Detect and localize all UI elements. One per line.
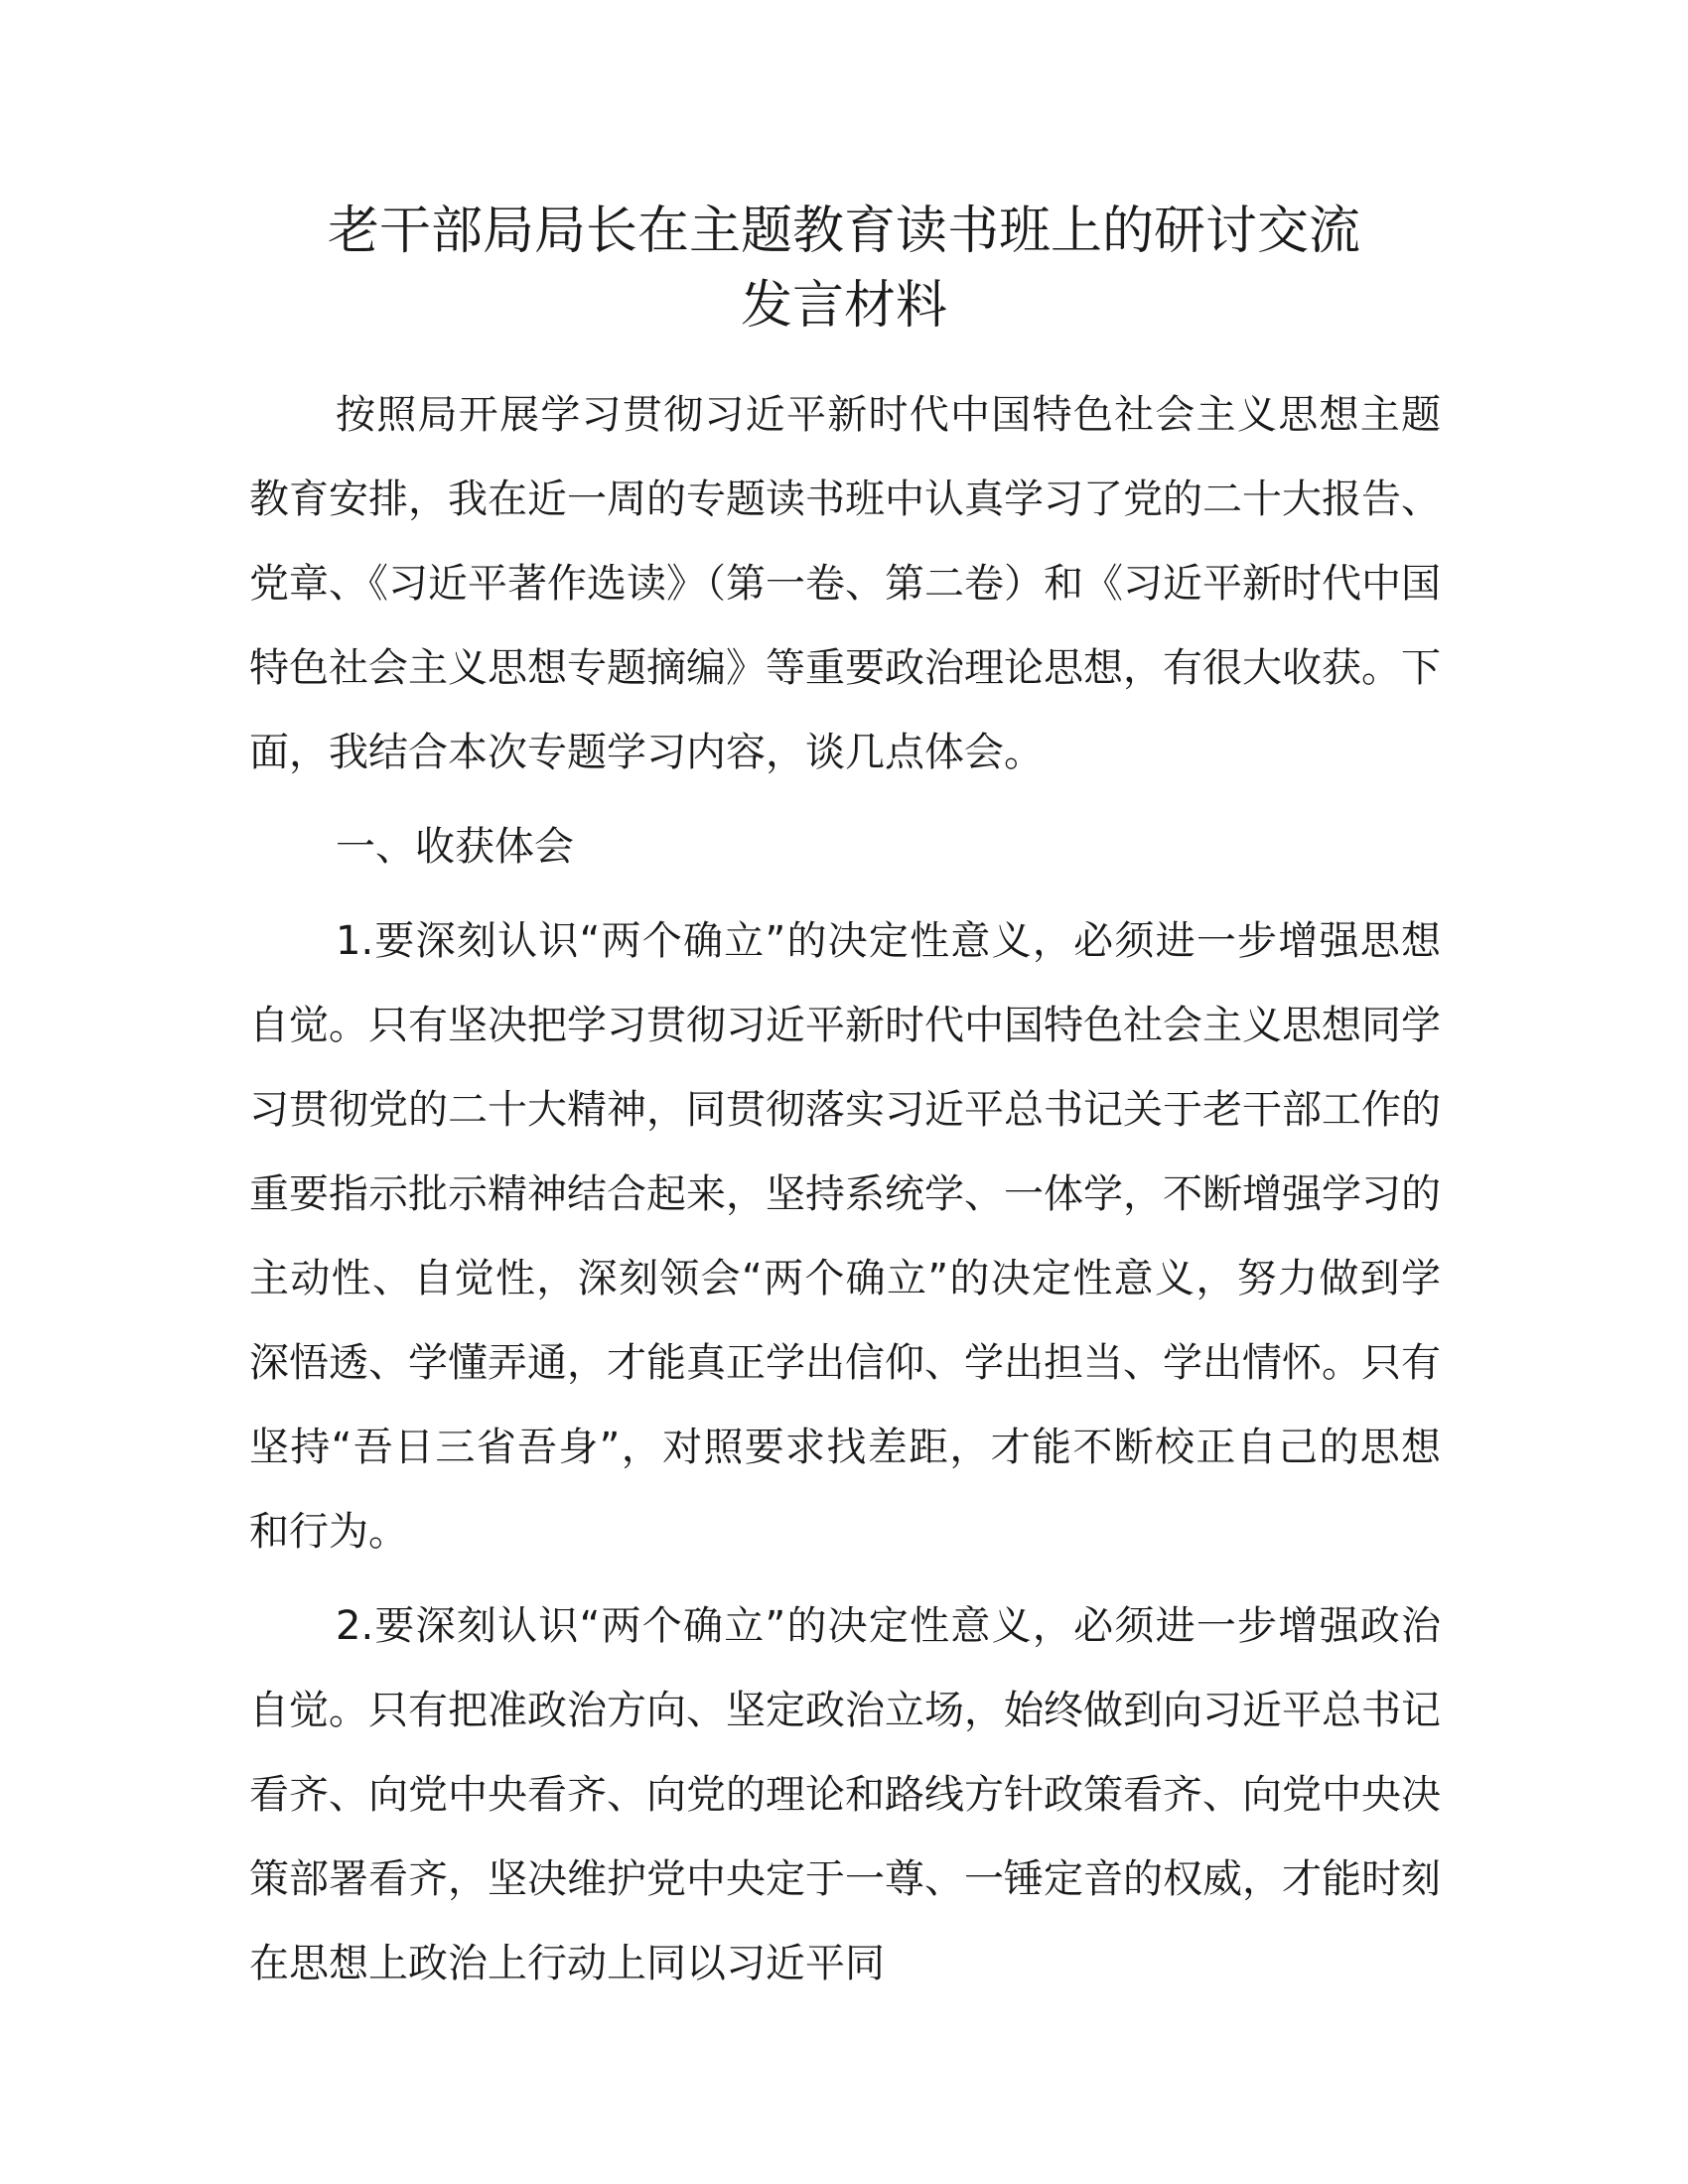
document-body [249,373,1441,2006]
intro-paragraph: 按照局开展学习贯彻习近平新时代中国特色社会主义思想主题教育安排，我在近一周的专题读书班中认真学习了党的二十大报告、党章、《习近平著作选读》（第一卷、第二卷）和《习近平新时代中国特色社会主义思想专题摘编》等重要政治理论思想，有很大收获。下面，我结合本次专题学习内容，谈几点体会。 [249,392,1441,775]
point-1-paragraph: 1.要深刻认识“两个确立”的决定性意义，必须进一步增强思想自觉。只有坚决把学习贯彻习近平新时代中国特色社会主义思想同学习贯彻党的二十大精神，同贯彻落实习近平总书记关于老干部工作的重要指示批示精神结合起来，坚持系统学、一体学，不断增强学习的主动性、自觉性，深刻领会“两个确立”的决定性意义，努力做到学深悟透、学懂弄通，才能真正学出信仰、学出担当、学出情怀。只有坚持“吾日三省吾身”，对照要求找差距，才能不断校正自己的思想和行为。 [249,918,1441,1555]
section-heading: 一、收获体会 [336,824,574,870]
title-line-1: 老干部局局长在主题教育读书班上的研讨交流 [327,202,1360,261]
title-line-2: 发言材料 [740,276,947,336]
point-2-paragraph: 2.要深刻认识“两个确立”的决定性意义，必须进一步增强政治自觉。只有把准政治方向、坚定政治立场，始终做到向习近平总书记看齐、向党中央看齐、向党的理论和路线方针政策看齐、向党中央决策部署看齐，坚决维护党中央定于一尊、一锤定音的权威，才能时刻在思想上政治上行动上同以习近平同 [249,1603,1441,1986]
document-title [248,195,1440,343]
